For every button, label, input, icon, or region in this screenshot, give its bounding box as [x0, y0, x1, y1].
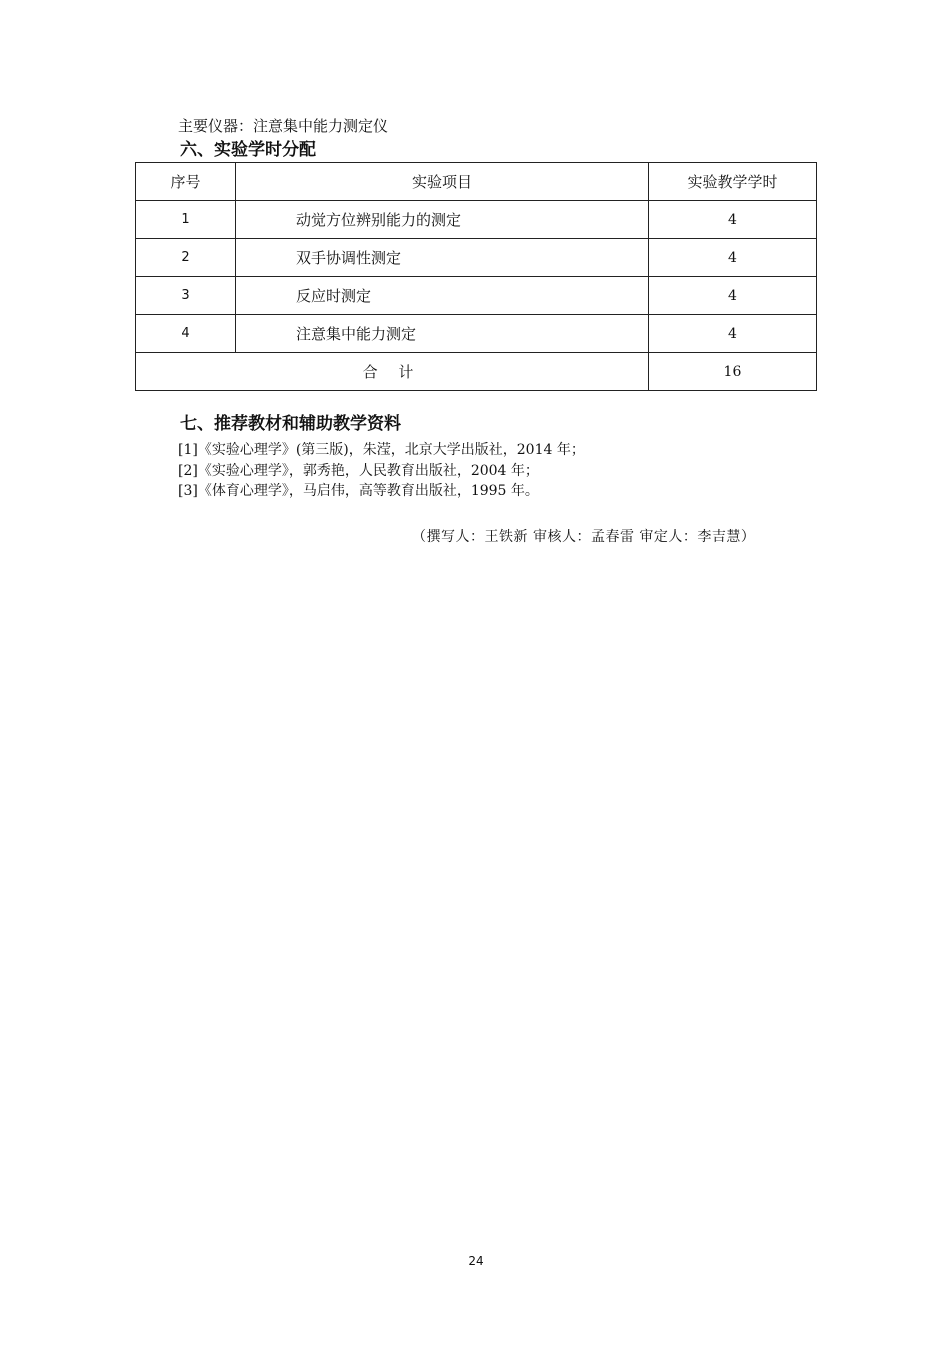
- reference-item: [2]《实验心理学》，郭秀艳，人民教育出版社，2004 年；: [178, 462, 539, 479]
- reference-list: [178, 440, 585, 502]
- table-row: [136, 239, 817, 277]
- total-hours: 16: [648, 353, 816, 391]
- section-7-heading: 七、推荐教材和辅助教学资料: [180, 414, 401, 434]
- header-hours: 实验教学学时: [648, 163, 816, 201]
- table-total-row: [136, 353, 817, 391]
- hours-table: [135, 162, 817, 391]
- table-row: [136, 277, 817, 315]
- row-hours: 4: [648, 201, 816, 239]
- row-hours: 4: [648, 277, 816, 315]
- row-item: 动觉方位辨别能力的测定: [236, 201, 649, 239]
- authors-line: （撰写人：王铁新 审核人：孟春雷 审定人：李吉慧）: [412, 529, 756, 545]
- header-no: 序号: [136, 163, 236, 201]
- row-item: 注意集中能力测定: [236, 315, 649, 353]
- table-row: [136, 315, 817, 353]
- row-no: 4: [136, 315, 236, 353]
- row-no: 2: [136, 239, 236, 277]
- table-row: [136, 201, 817, 239]
- section-6-heading: 六、实验学时分配: [180, 140, 316, 160]
- row-hours: 4: [648, 239, 816, 277]
- row-no: 3: [136, 277, 236, 315]
- row-hours: 4: [648, 315, 816, 353]
- page-number: 24: [468, 1254, 484, 1268]
- row-no: 1: [136, 201, 236, 239]
- instrument-line: 主要仪器：注意集中能力测定仪: [178, 117, 389, 135]
- total-label: 合 计: [136, 353, 649, 391]
- row-item: 反应时测定: [236, 277, 649, 315]
- table-header-row: [136, 163, 817, 201]
- reference-item: [3]《体育心理学》，马启伟，高等教育出版社，1995 年。: [178, 483, 539, 499]
- header-item: 实验项目: [236, 163, 649, 201]
- row-item: 双手协调性测定: [236, 239, 649, 277]
- reference-item: [1]《实验心理学》(第三版)，朱滢，北京大学出版社，2014 年；: [178, 442, 585, 458]
